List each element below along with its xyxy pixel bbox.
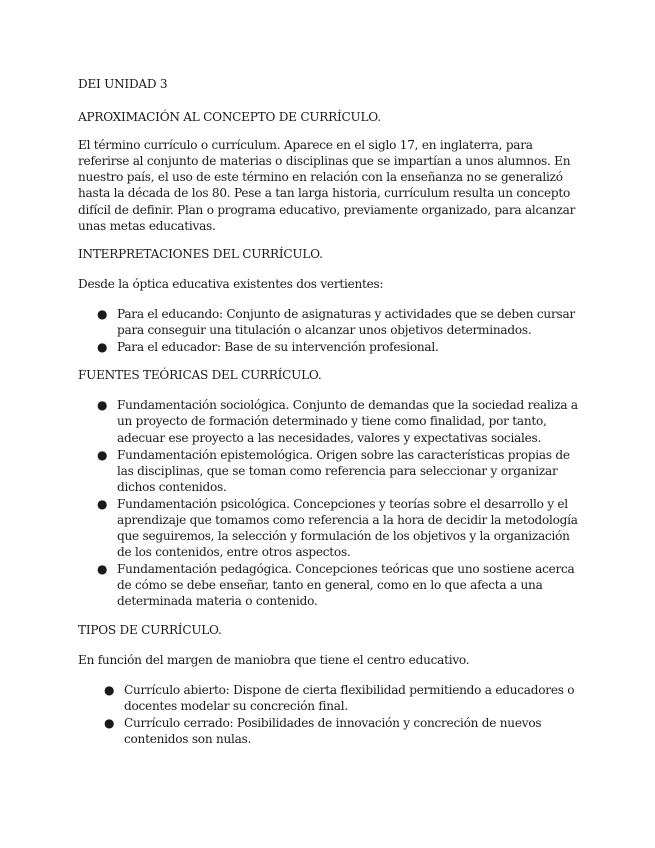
heading-fuentes-teoricas: FUENTES TEÓRICAS DEL CURRÍCULO. <box>78 368 322 383</box>
fuentes-list <box>78 397 582 609</box>
list-item <box>97 447 582 495</box>
list-item-text: Para el educador: Base de su intervención profesional. <box>117 340 439 355</box>
list-item-text: Fundamentación sociológica. Conjunto de demandas que la sociedad realiza a un proyecto de formación determinado y tiene como finalidad, por tanto, adecuar ese proyecto a las necesidades, valores y expectativas sociales. <box>117 398 578 445</box>
paragraph-margen-maniobra: En función del margen de maniobra que tiene el centro educativo. <box>78 652 470 667</box>
heading-tipos-curriculo: TIPOS DE CURRÍCULO. <box>78 622 222 637</box>
document-page <box>78 76 582 759</box>
bullet-icon: ● <box>97 496 108 511</box>
heading-aproximacion: APROXIMACIÓN AL CONCEPTO DE CURRÍCULO. <box>78 110 381 125</box>
interpretaciones-list <box>78 306 582 355</box>
heading-interpretaciones: INTERPRETACIONES DEL CURRÍCULO. <box>78 246 323 261</box>
list-item-text: Fundamentación pedagógica. Concepciones teóricas que uno sostiene acerca de cómo se debe enseñar, tanto en general, como en lo que afecta a una determinada materia o contenido. <box>117 562 575 609</box>
list-item <box>104 715 582 747</box>
list-item-text: Fundamentación epistemológica. Origen sobre las características propias de las disciplinas, que se toman como referencia para seleccionar y organizar dichos contenidos. <box>117 447 570 494</box>
list-item <box>97 339 582 355</box>
list-item <box>97 496 582 560</box>
list-item <box>97 306 582 338</box>
list-item <box>104 682 582 714</box>
bullet-icon: ● <box>97 340 108 355</box>
document-title: DEI UNIDAD 3 <box>78 77 168 91</box>
bullet-icon: ● <box>97 447 108 462</box>
bullet-icon: ● <box>97 398 108 413</box>
list-item <box>97 561 582 609</box>
bullet-icon: ● <box>97 306 108 321</box>
bullet-icon: ● <box>104 682 115 697</box>
paragraph-vertientes-intro: Desde la óptica educativa existentes dos vertientes: <box>78 276 384 291</box>
list-item <box>97 397 582 445</box>
bullet-icon: ● <box>97 562 108 577</box>
list-item-text: Currículo cerrado: Posibilidades de innovación y concreción de nuevos contenidos son nulas. <box>124 715 542 746</box>
list-item-text: Para el educando: Conjunto de asignaturas y actividades que se deben cursar para conseguir una titulación o alcanzar unos objetivos determinados. <box>117 306 575 338</box>
tipos-list <box>78 682 582 747</box>
list-item-text: Currículo abierto: Dispone de cierta flexibilidad permitiendo a educadores o docentes modelar su concreción final. <box>124 682 575 713</box>
bullet-icon: ● <box>104 715 115 730</box>
list-item-text: Fundamentación psicológica. Concepciones y teorías sobre el desarrollo y el aprendizaje que tomamos como referencia a la hora de decidir la metodología que seguiremos, la selección y formulación de los objetivos y la organización de los contenidos, entre otros aspectos. <box>117 496 578 560</box>
paragraph-curriculo-definition: El término currículo o currículum. Aparece en el siglo 17, en inglaterra, para referirse al conjunto de materias o disciplinas que se impartían a unos alumnos. En nuestro país, el uso de este término en relación con la enseñanza no se generalizó hasta la década de los 80. Pese a tan larga historia, currículum resulta un concepto difícil de definir. Plan o programa educativo, previamente organizado, para alcanzar unas metas educativas. <box>78 138 576 233</box>
